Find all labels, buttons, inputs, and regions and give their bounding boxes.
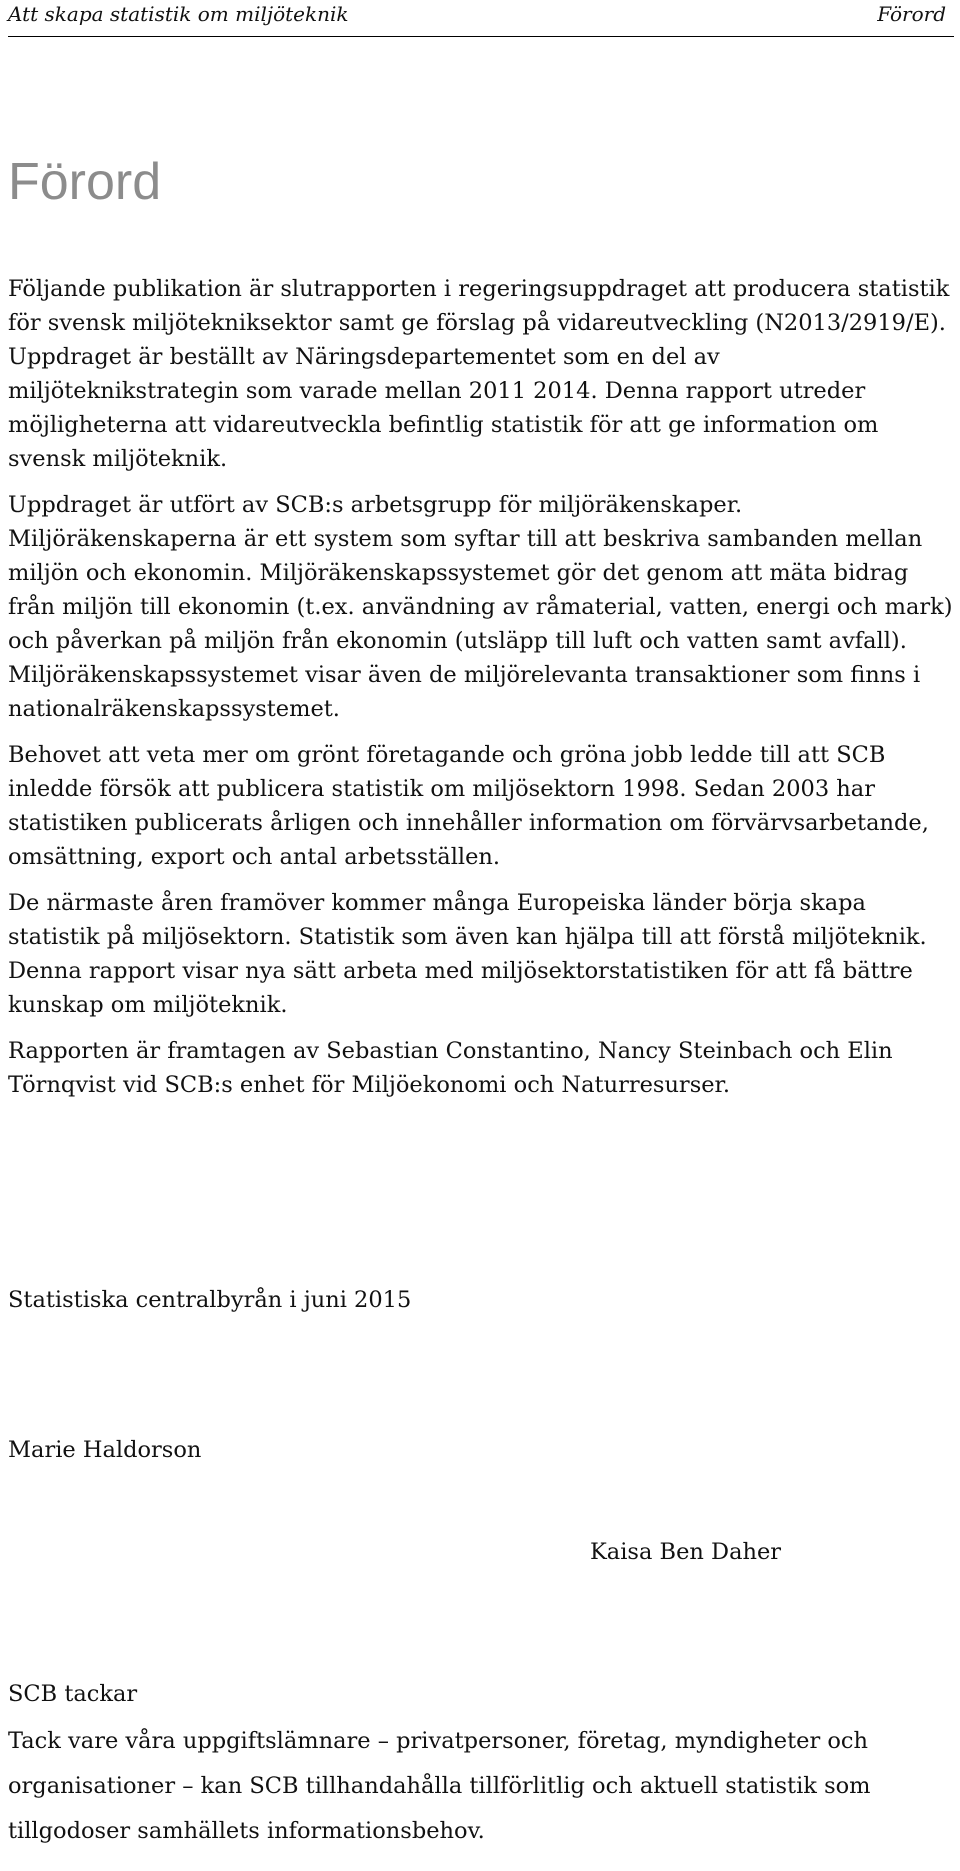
running-header bbox=[8, 0, 954, 37]
acknowledgement-section bbox=[8, 1677, 953, 1854]
header-document-title: Att skapa statistik om miljöteknik bbox=[8, 2, 349, 26]
paragraph-future-statistics: De närmaste åren framöver kommer många Europeiska länder börja skapa statistik på miljösektorn. Statistik som även kan hjälpa till att förstå miljöteknik. Denna rapport visar nya sätt arbeta med miljösektorstatistiken för att få bättre kunskap om miljöteknik. bbox=[8, 890, 927, 1018]
header-section-title: Förord bbox=[877, 2, 946, 26]
signatory-director: Marie Haldorson bbox=[8, 1437, 202, 1463]
signatory-head: Kaisa Ben Daher bbox=[590, 1539, 782, 1565]
foreword-body bbox=[8, 272, 953, 1114]
acknowledgement-text: Tack vare våra uppgiftslämnare – privatpersoner, företag, myndigheter och organisationer – kan SCB tillhandahålla tillförlitlig och aktuell statistik som tillgodoser samhällets informationsbehov. bbox=[8, 1728, 871, 1844]
paragraph-assignment: Följande publikation är slutrapporten i regeringsuppdraget att producera statistik för svensk miljötekniksektor samt ge förslag på vidareutveckling (N2013/2919/E). Uppdraget är beställt av Näringsdepartementet som en del av miljöteknikstrategin som varade mellan 2011 2014. Denna rapport utreder möjligheterna att vidareutveckla befintlig statistik för att ge information om svensk miljöteknik. bbox=[8, 276, 950, 472]
acknowledgement-heading: SCB tackar bbox=[8, 1681, 138, 1707]
paragraph-green-jobs: Behovet att veta mer om grönt företagande och gröna jobb ledde till att SCB inledde försök att publicera statistik om miljösektorn 1998. Sedan 2003 har statistiken publicerats årligen och innehåller information om förvärvsarbetande, omsättning, export och antal arbetsställen. bbox=[8, 742, 929, 870]
paragraph-environmental-accounts: Uppdraget är utfört av SCB:s arbetsgrupp för miljöräkenskaper. Miljöräkenskaperna är ett system som syftar till att beskriva sambanden mellan miljön och ekonomin. Miljöräkenskapssystemet gör det genom att mäta bidrag från miljön till ekonomin (t.ex. användning av råmaterial, vatten, energi och mark) och påverkan på miljön från ekonomin (utsläpp till luft och vatten samt avfall). Miljöräkenskapssystemet visar även de miljörelevanta transaktioner som finns i nationalräkenskapssystemet. bbox=[8, 492, 953, 722]
paragraph-authors: Rapporten är framtagen av Sebastian Constantino, Nancy Steinbach och Elin Törnqvist vid SCB:s enhet för Miljöekonomi och Naturresurser. bbox=[8, 1038, 893, 1098]
signature-place-date: Statistiska centralbyrån i juni 2015 bbox=[8, 1287, 412, 1313]
page-title: Förord bbox=[8, 153, 162, 211]
